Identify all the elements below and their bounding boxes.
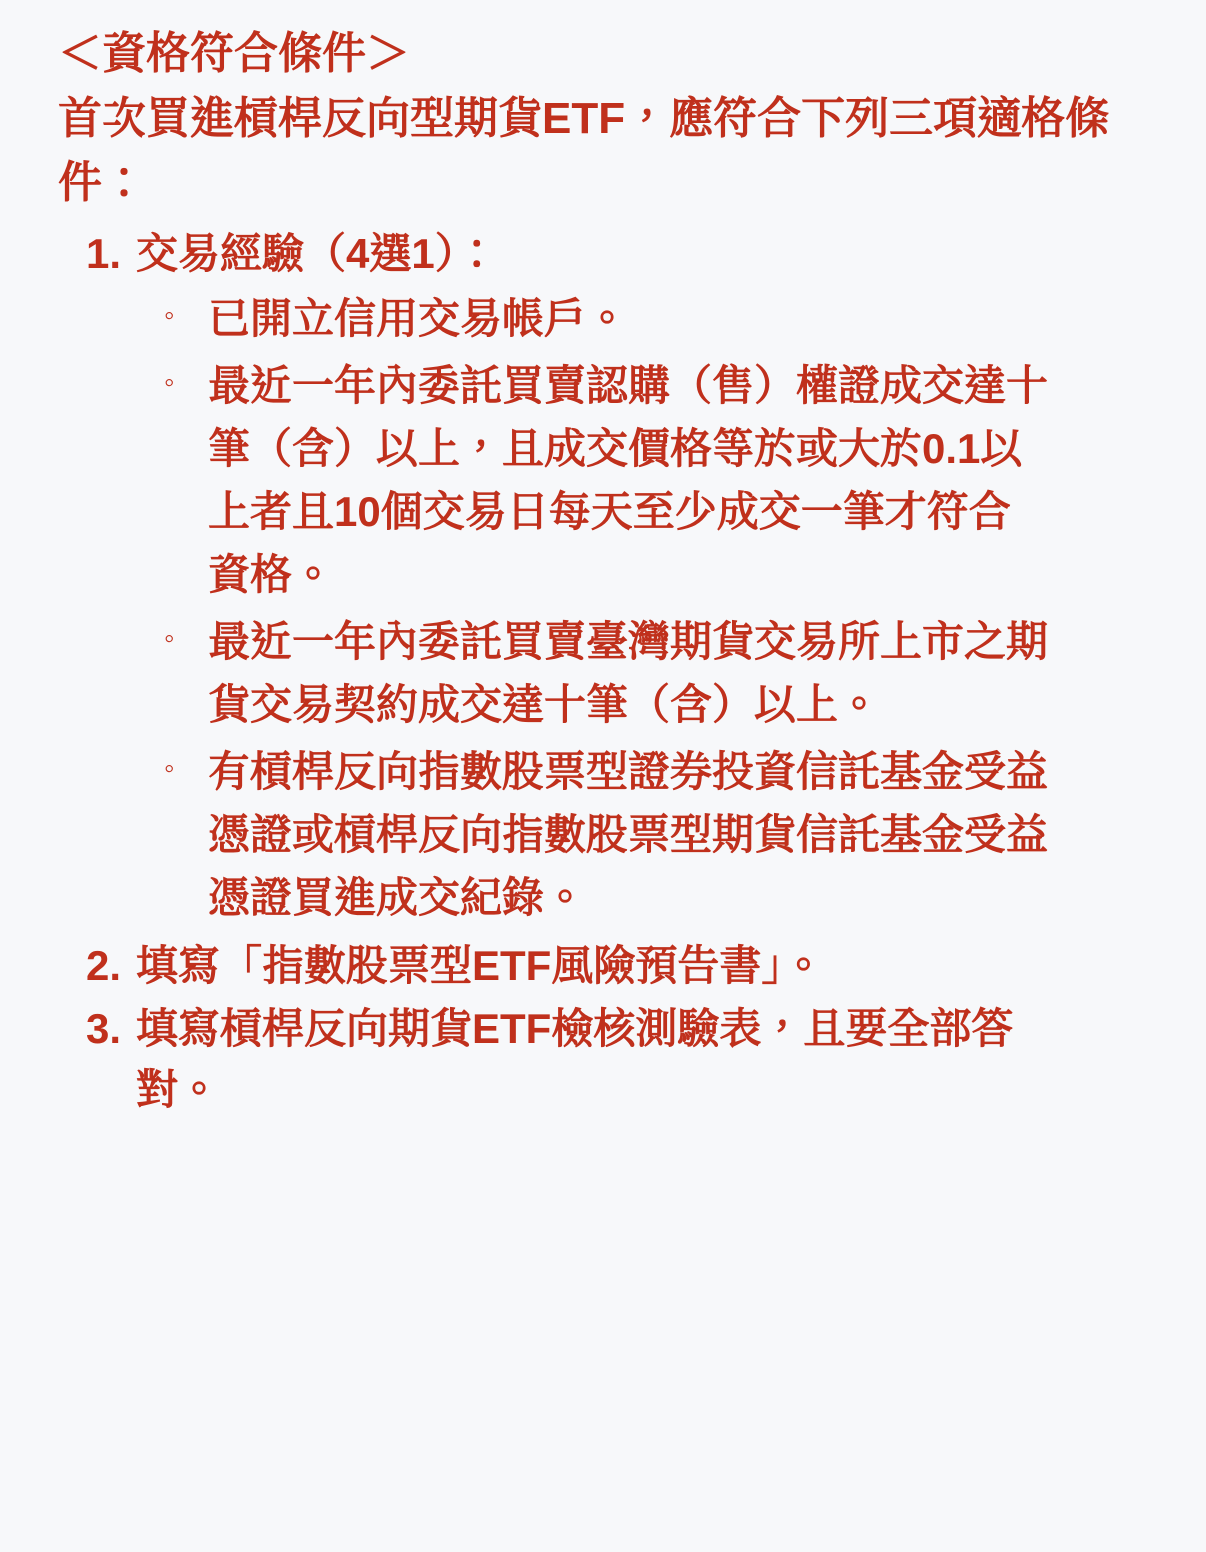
list-item-label: 有槓桿反向指數股票型證券投資信託基金受益憑證或槓桿反向指數股票型期貨信託基金受益憑證買進成交紀錄。 bbox=[208, 747, 1049, 921]
circle-bullet-icon: ◦ bbox=[164, 298, 175, 332]
eligibility-conditions-list bbox=[58, 223, 1146, 1120]
intro-paragraph: 首次買進槓桿反向型期貨ETF，應符合下列三項適格條件： bbox=[58, 93, 1110, 207]
list-item bbox=[136, 354, 1146, 606]
list-marker: 3. bbox=[86, 1004, 122, 1052]
list-item bbox=[58, 223, 1146, 932]
list-item-label: 交易經驗（4選1）： bbox=[136, 230, 498, 278]
list-item-body bbox=[136, 935, 1146, 996]
list-item-body bbox=[136, 998, 1146, 1121]
list-item bbox=[58, 935, 1146, 996]
circle-bullet-icon: ◦ bbox=[164, 365, 175, 399]
list-marker: 1. bbox=[86, 230, 122, 278]
list-item-label: 填寫「指數股票型ETF風險預告書」。 bbox=[136, 941, 825, 989]
list-item bbox=[136, 740, 1146, 929]
page-title: ＜資格符合條件＞ bbox=[58, 29, 410, 78]
circle-bullet-icon: ◦ bbox=[164, 751, 175, 785]
list-item bbox=[136, 610, 1146, 736]
trading-experience-sublist bbox=[136, 287, 1146, 929]
list-item bbox=[58, 998, 1146, 1121]
list-item-body bbox=[136, 223, 1146, 932]
list-marker: 2. bbox=[86, 941, 122, 989]
list-item-label: 填寫槓桿反向期貨ETF檢核測驗表，且要全部答對。 bbox=[136, 1004, 1014, 1114]
list-item-label: 最近一年內委託買賣認購（售）權證成交達十筆（含）以上，且成交價格等於或大於0.1以上者且10個交易日每天至少成交一筆才符合資格。 bbox=[208, 361, 1049, 598]
list-item-label: 最近一年內委託買賣臺灣期貨交易所上市之期貨交易契約成交達十筆（含）以上。 bbox=[208, 617, 1049, 728]
list-item-label: 已開立信用交易帳戶。 bbox=[208, 294, 629, 342]
list-item bbox=[136, 287, 1146, 350]
circle-bullet-icon: ◦ bbox=[164, 621, 175, 655]
